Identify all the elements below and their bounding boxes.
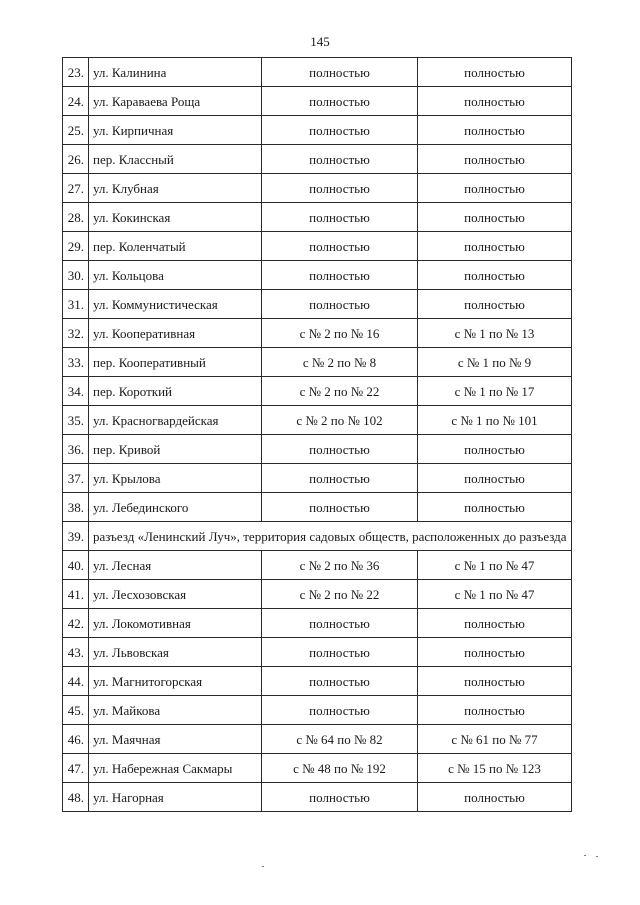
table-row [63, 377, 572, 406]
row-number: 32. [63, 319, 89, 348]
street-name: ул. Лесхозовская [89, 580, 262, 609]
even-side-range: полностью [262, 116, 418, 145]
scan-speck [584, 855, 586, 856]
table-row [63, 87, 572, 116]
even-side-range: полностью [262, 696, 418, 725]
street-name: ул. Маячная [89, 725, 262, 754]
table-row [63, 116, 572, 145]
street-name: пер. Кооперативный [89, 348, 262, 377]
even-side-range: с № 2 по № 22 [262, 580, 418, 609]
row-number: 33. [63, 348, 89, 377]
table-row [63, 551, 572, 580]
table-row [63, 348, 572, 377]
even-side-range: с № 48 по № 192 [262, 754, 418, 783]
row-number: 24. [63, 87, 89, 116]
odd-side-range: полностью [418, 261, 572, 290]
scan-speck [596, 856, 598, 857]
table-row [63, 261, 572, 290]
table-row [63, 609, 572, 638]
row-number: 35. [63, 406, 89, 435]
even-side-range: полностью [262, 145, 418, 174]
street-name: ул. Магнитогорская [89, 667, 262, 696]
odd-side-range: полностью [418, 174, 572, 203]
street-name: ул. Нагорная [89, 783, 262, 812]
page-number: 145 [310, 34, 330, 49]
street-name: ул. Коммунистическая [89, 290, 262, 319]
odd-side-range: полностью [418, 232, 572, 261]
row-number: 41. [63, 580, 89, 609]
row-number: 44. [63, 667, 89, 696]
even-side-range: полностью [262, 232, 418, 261]
even-side-range: полностью [262, 203, 418, 232]
row-number: 48. [63, 783, 89, 812]
street-name: ул. Львовская [89, 638, 262, 667]
even-side-range: полностью [262, 174, 418, 203]
street-list-table [62, 57, 572, 812]
table-row [63, 435, 572, 464]
street-name: ул. Набережная Сакмары [89, 754, 262, 783]
odd-side-range: с № 1 по № 9 [418, 348, 572, 377]
table-row [63, 290, 572, 319]
odd-side-range: полностью [418, 667, 572, 696]
street-name: ул. Локомотивная [89, 609, 262, 638]
row-number: 47. [63, 754, 89, 783]
table-row [63, 783, 572, 812]
odd-side-range: с № 1 по № 47 [418, 551, 572, 580]
table-row [63, 638, 572, 667]
even-side-range: полностью [262, 58, 418, 87]
even-side-range: полностью [262, 493, 418, 522]
even-side-range: с № 64 по № 82 [262, 725, 418, 754]
street-name: пер. Короткий [89, 377, 262, 406]
odd-side-range: полностью [418, 87, 572, 116]
row-number: 37. [63, 464, 89, 493]
table-row [63, 145, 572, 174]
even-side-range: полностью [262, 464, 418, 493]
odd-side-range: полностью [418, 638, 572, 667]
table-row [63, 319, 572, 348]
even-side-range: полностью [262, 609, 418, 638]
street-name: ул. Лесная [89, 551, 262, 580]
street-name: пер. Классный [89, 145, 262, 174]
row-number: 42. [63, 609, 89, 638]
table-row [63, 754, 572, 783]
table-body [63, 58, 572, 812]
street-name: пер. Кривой [89, 435, 262, 464]
street-name: ул. Кольцова [89, 261, 262, 290]
odd-side-range: с № 1 по № 47 [418, 580, 572, 609]
odd-side-range: полностью [418, 783, 572, 812]
odd-side-range: полностью [418, 696, 572, 725]
row-number: 36. [63, 435, 89, 464]
even-side-range: с № 2 по № 16 [262, 319, 418, 348]
table-row [63, 493, 572, 522]
row-number: 25. [63, 116, 89, 145]
even-side-range: полностью [262, 667, 418, 696]
even-side-range: с № 2 по № 8 [262, 348, 418, 377]
row-number: 23. [63, 58, 89, 87]
scan-speck [262, 866, 264, 867]
row-number: 31. [63, 290, 89, 319]
even-side-range: полностью [262, 638, 418, 667]
row-number: 34. [63, 377, 89, 406]
street-name: ул. Лебединского [89, 493, 262, 522]
odd-side-range: полностью [418, 203, 572, 232]
even-side-range: с № 2 по № 22 [262, 377, 418, 406]
odd-side-range: полностью [418, 609, 572, 638]
odd-side-range: полностью [418, 290, 572, 319]
odd-side-range: полностью [418, 116, 572, 145]
row-number: 30. [63, 261, 89, 290]
street-name: ул. Кооперативная [89, 319, 262, 348]
row-number: 28. [63, 203, 89, 232]
table-row [63, 232, 572, 261]
odd-side-range: с № 61 по № 77 [418, 725, 572, 754]
odd-side-range: с № 1 по № 13 [418, 319, 572, 348]
table-row [63, 725, 572, 754]
odd-side-range: с № 1 по № 101 [418, 406, 572, 435]
table-row [63, 203, 572, 232]
odd-side-range: полностью [418, 145, 572, 174]
even-side-range: с № 2 по № 36 [262, 551, 418, 580]
street-name: пер. Коленчатый [89, 232, 262, 261]
row-number: 26. [63, 145, 89, 174]
table-row [63, 464, 572, 493]
table-row [63, 580, 572, 609]
odd-side-range: полностью [418, 435, 572, 464]
even-side-range: полностью [262, 435, 418, 464]
street-name: ул. Майкова [89, 696, 262, 725]
row-number: 39. [63, 522, 89, 551]
table-row [63, 522, 572, 551]
street-name: ул. Клубная [89, 174, 262, 203]
table-row [63, 58, 572, 87]
even-side-range: полностью [262, 87, 418, 116]
row-number: 27. [63, 174, 89, 203]
street-name: ул. Кирпичная [89, 116, 262, 145]
odd-side-range: с № 1 по № 17 [418, 377, 572, 406]
row-number: 45. [63, 696, 89, 725]
even-side-range: полностью [262, 261, 418, 290]
odd-side-range: полностью [418, 493, 572, 522]
even-side-range: полностью [262, 290, 418, 319]
street-name: ул. Калинина [89, 58, 262, 87]
row-number: 46. [63, 725, 89, 754]
street-name: разъезд «Ленинский Луч», территория садовых обществ, расположенных до разъезда [89, 522, 572, 551]
row-number: 40. [63, 551, 89, 580]
table-row [63, 667, 572, 696]
row-number: 38. [63, 493, 89, 522]
table-row [63, 406, 572, 435]
odd-side-range: с № 15 по № 123 [418, 754, 572, 783]
table-row [63, 174, 572, 203]
even-side-range: полностью [262, 783, 418, 812]
odd-side-range: полностью [418, 58, 572, 87]
row-number: 29. [63, 232, 89, 261]
row-number: 43. [63, 638, 89, 667]
street-name: ул. Крылова [89, 464, 262, 493]
odd-side-range: полностью [418, 464, 572, 493]
even-side-range: с № 2 по № 102 [262, 406, 418, 435]
street-name: ул. Красногвардейская [89, 406, 262, 435]
street-name: ул. Караваева Роща [89, 87, 262, 116]
table-row [63, 696, 572, 725]
street-name: ул. Кокинская [89, 203, 262, 232]
